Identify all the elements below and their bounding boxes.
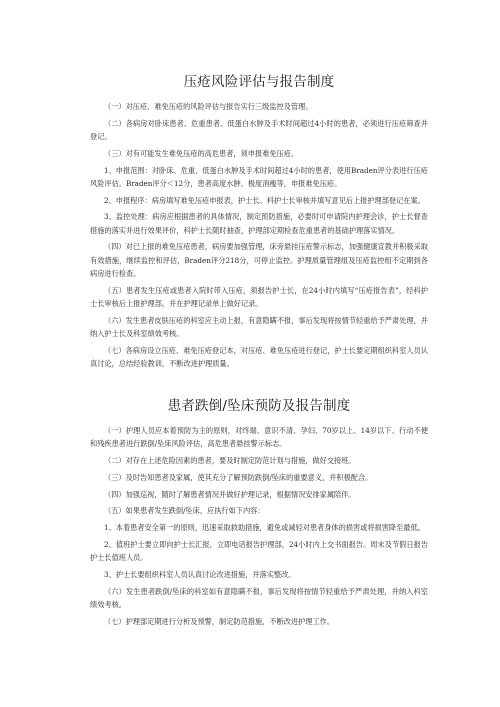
paragraph: （七）护理部定期进行分析及预警，制定防范措施，不断改进护理工作。	[104, 616, 335, 626]
section-title-fall-prevention: 患者跌倒/坠床预防及报告制度	[167, 398, 351, 414]
paragraph: 2、值班护士要立即向护士长汇报，立即电话报告护理部，24小时内上交书面报告。周末及节假日报告护士长值班人员。	[90, 539, 428, 563]
paragraph: 1、申报范围：对卧床、危重、低蛋白水肿及手术时间超过4小时的患者，使用Braden评分表进行压疮风险评估。Braden评分＜12分，患者高度水肿、极度消瘦等，申报难免压疮。	[90, 165, 428, 188]
paragraph: （一）对压疮、难免压疮的风险评估与报告实行三级监控及管理。	[104, 102, 313, 111]
paragraph: （五）患者发生压疮或患者入院时带入压疮，须报告护士长，在24小时内填写“压疮报告表”，经科护士长审核后上报护理部，并在护理记录单上做好记录。	[90, 285, 428, 308]
paragraph: 1、本着患者安全第一的原则，迅速采取救助措施，避免或减轻对患者身体的损害或将损害降至最低。	[104, 523, 425, 533]
paragraph: 3、监控处理：病房应根据患者的具体情况，制定预防措施，必要时可申请院内护理会诊，护士长督查措施的落实并进行效果评价，科护士长随时抽查，护理部定期检查危重患者的基础护理落实情况。	[90, 212, 428, 235]
paragraph: （七）各病房设立压疮、难免压疮登记本，对压疮、难免压疮进行登记，护士长要定期组织科室人员认真讨论，总结经验教训，不断改进护理质量。	[90, 345, 428, 368]
paragraph: （六）发生患者跌倒/坠床的科室如有意隐瞒不报，事后发现将按情节轻重给予严肃处理，并纳入科室绩效考核。	[90, 586, 428, 609]
section-body-fall-prevention	[90, 424, 428, 628]
paragraph: 2、申报程序：病房填写难免压疮申报表，护士长、科护士长审核并填写意见后上报护理部登记在案。	[104, 195, 425, 205]
paragraph: （四）加强巡视，随时了解患者情况并做好护理记录，根据情况安排家属陪伴。	[104, 489, 356, 499]
section-title-pressure-ulcer: 压疮风险评估与报告制度	[183, 74, 335, 90]
paragraph: （一）护理人员应本着预防为主的原则，对终端、意识不清、孕妇、70岁以上、14岁以下、行动不便和残疾患者进行跌倒/坠床风险评估，高危患者悬挂警示标志。	[90, 426, 428, 449]
paragraph: 3、护士长要组织科室人员认真讨论改进措施，并落实整改。	[104, 569, 296, 579]
paragraph: （三）对有可能发生难免压疮的高危患者，须申报难免压疮。	[104, 148, 299, 158]
paragraph: （四）对已上报的难免压疮患者，病房要加强管理，床旁悬挂压疮警示标志，加强健康宣教并积极采取有效措施，继续监控和评估，Braden评分218分，可停止监控。护理质量管理组及压疮监控组不定期到各病房进行检查。	[90, 242, 428, 278]
paragraph: （六）发生患者皮肤压疮的科室应主动上报，有意隐瞒不报，事后发现将按情节轻重给予严肃处理，并纳入护士长及科室绩效考核。	[90, 315, 428, 338]
section-body-pressure-ulcer	[90, 100, 428, 370]
paragraph: （三）及时告知患者及家属，使其充分了解预防跌倒/坠床的重要意义，并积极配合。	[104, 472, 373, 482]
paragraph: （二）对存在上述危险因素的患者，要及时制定防范计划与措施，做好交接班。	[104, 456, 356, 465]
paragraph: （五）如果患者发生跌倒/坠床，应执行如下内容：	[104, 506, 265, 516]
paragraph: （二）各病房对卧床患者、危重患者、低蛋白水肿及手术时间超过4小时的患者，必须进行压疮筛查并登记。	[90, 118, 428, 141]
